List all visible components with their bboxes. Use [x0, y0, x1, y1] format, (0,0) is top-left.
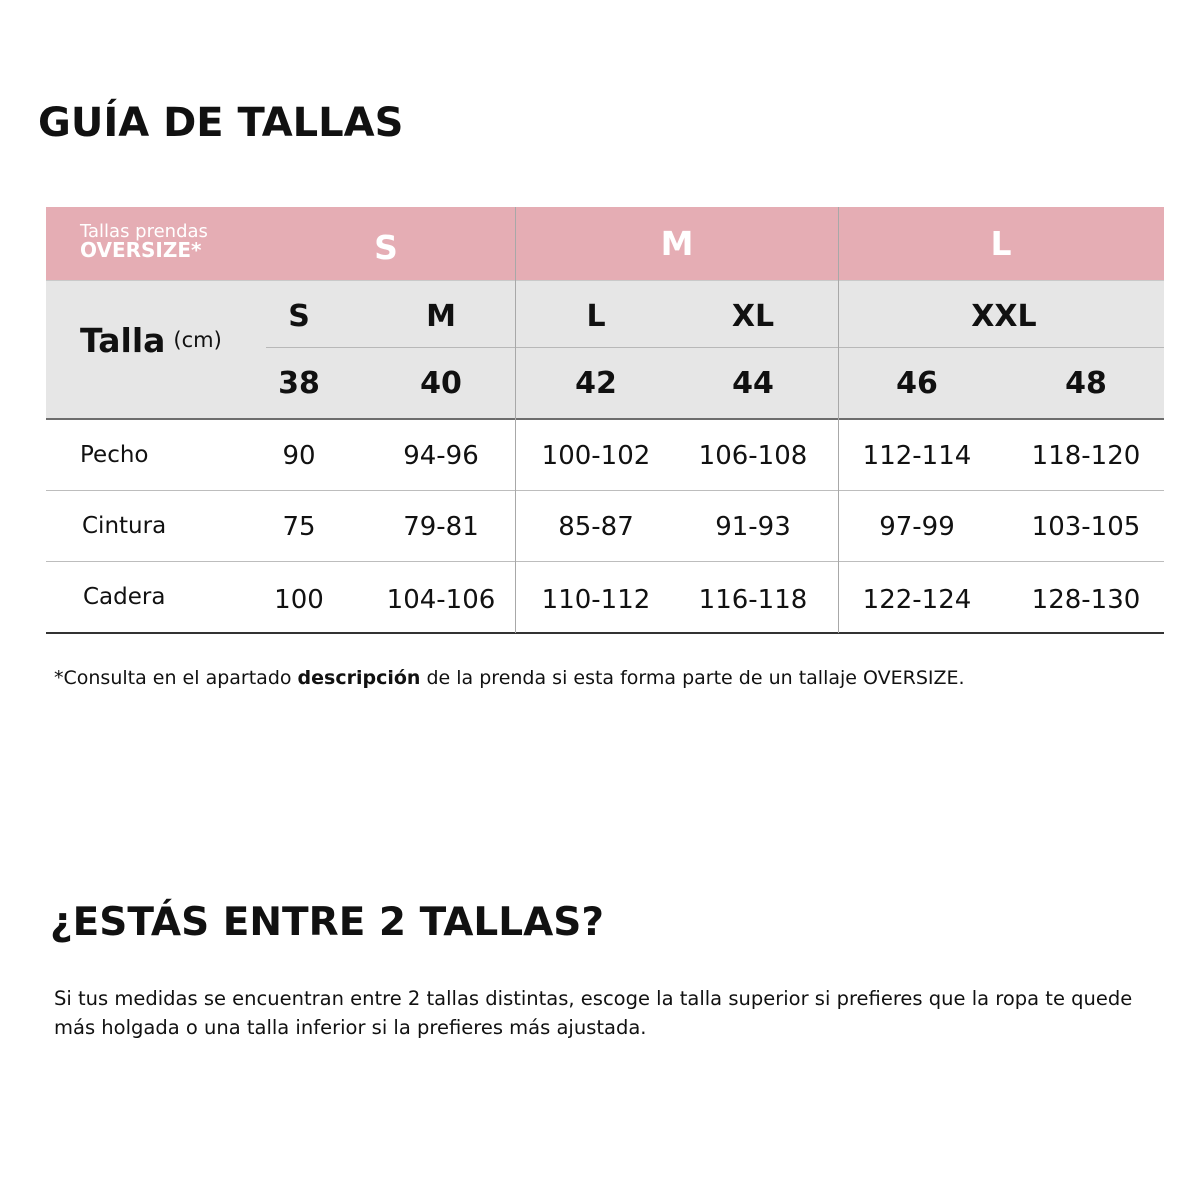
- table-cell: 94-96: [403, 441, 479, 471]
- talla-label: Talla: [80, 320, 166, 360]
- footnote-text: de la prenda si esta forma parte de un tallaje OVERSIZE.: [420, 667, 965, 689]
- row-label-pecho: Pecho: [80, 442, 149, 468]
- talla-unit: (cm): [173, 328, 222, 352]
- size-letter-xl: XL: [731, 298, 775, 334]
- column-divider: [515, 207, 516, 633]
- footnote-text: *Consulta en el apartado: [54, 667, 298, 689]
- column-divider: [838, 207, 839, 633]
- group-label-m: M: [660, 224, 694, 263]
- group-label-l: L: [990, 224, 1012, 263]
- table-cell: 110-112: [541, 585, 651, 615]
- size-chart-table: [46, 207, 1164, 634]
- row-label-cintura: Cintura: [82, 513, 167, 539]
- table-cell: 128-130: [1031, 585, 1141, 615]
- size-letter-m: M: [426, 298, 456, 334]
- table-cell: 103-105: [1031, 512, 1141, 542]
- table-cell: 104-106: [386, 585, 496, 615]
- footnote: [54, 667, 965, 689]
- table-cell: 112-114: [862, 441, 972, 471]
- table-cell: 122-124: [862, 585, 972, 615]
- table-cell: 100: [274, 585, 324, 615]
- oversize-label: Tallas prendas OVERSIZE*: [80, 221, 208, 262]
- table-cell: 85-87: [558, 512, 634, 542]
- table-cell: 91-93: [715, 512, 791, 542]
- section-paragraph: Si tus medidas se encuentran entre 2 tallas distintas, escoge la talla superior si prefieres que la ropa te quede más holgada o una talla inferior si la prefieres más ajustada.: [54, 987, 1133, 1039]
- group-label-s: S: [374, 227, 398, 267]
- size-number: 46: [896, 365, 938, 401]
- table-cell: 97-99: [879, 512, 955, 542]
- size-number: 38: [278, 365, 320, 401]
- size-letter-s: S: [288, 298, 310, 334]
- table-cell: 90: [282, 441, 316, 471]
- size-number: 48: [1065, 365, 1107, 401]
- footnote-bold: descripción: [297, 667, 421, 689]
- table-cell: 116-118: [698, 585, 808, 615]
- table-cell: 118-120: [1031, 441, 1141, 471]
- page-title: GUÍA DE TALLAS: [38, 100, 404, 146]
- section-title: ¿ESTÁS ENTRE 2 TALLAS?: [50, 900, 604, 945]
- size-number: 42: [575, 365, 617, 401]
- row-label-cadera: Cadera: [83, 584, 166, 610]
- size-letter-l: L: [586, 298, 606, 334]
- table-cell: 75: [282, 512, 316, 542]
- table-cell: 106-108: [698, 441, 808, 471]
- table-cell: 79-81: [403, 512, 479, 542]
- size-number: 40: [420, 365, 462, 401]
- size-letter-xxl: XXL: [971, 298, 1037, 334]
- table-cell: 100-102: [541, 441, 651, 471]
- talla-header: [80, 307, 222, 373]
- size-number: 44: [732, 365, 774, 401]
